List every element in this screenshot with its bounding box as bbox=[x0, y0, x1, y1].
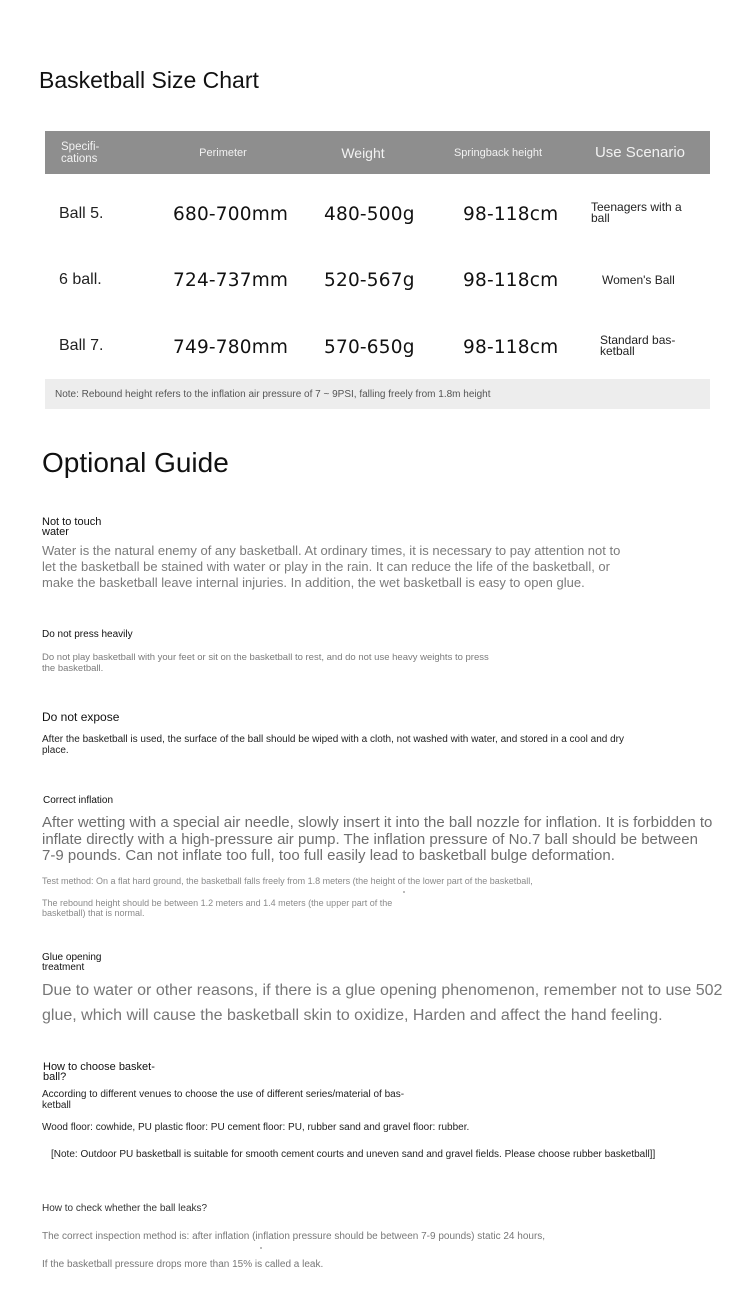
choose-heading: How to choose basket- ball? bbox=[43, 1061, 155, 1083]
expose-text: After the basketball is used, the surface of the ball should be wiped with a cloth, not washed with water, and stored in a cool and dry place. bbox=[42, 734, 625, 756]
water-text: Water is the natural enemy of any basketball. At ordinary times, it is necessary to pay attention not to let the basketball be stained with water or play in the rain. It can reduce the life of the basketball, or make the basketball leave internal injuries. In addition, the wet basketball is easy to open glue. bbox=[42, 543, 621, 590]
leak-heading: How to check whether the ball leaks? bbox=[42, 1203, 208, 1214]
inflation-text: After wetting with a special air needle, slowly insert it into the ball nozzle for inflation. It is forbidden to inflate directly with a high-pressure air pump. The inflation pressure of No.7 ball should be between 7-9 pounds. Can not inflate too full, too full easily lead to basketball bulge deformation. bbox=[42, 814, 713, 864]
row-perimeter-ball-5: 680-700mm bbox=[173, 203, 289, 225]
row-springback-ball-5: 98-118cm bbox=[463, 203, 559, 225]
row-name-ball-7: Ball 7. bbox=[59, 337, 104, 354]
row-weight-ball-6: 520-567g bbox=[324, 269, 415, 291]
size-chart-title: Basketball Size Chart bbox=[39, 67, 259, 93]
inflation-heading: Correct inflation bbox=[43, 795, 114, 806]
row-springback-ball-6: 98-118cm bbox=[463, 269, 559, 291]
header-perimeter: Perimeter bbox=[199, 146, 247, 159]
glue-text: Due to water or other reasons, if there is a glue opening phenomenon, remember not to use 502 glue, which will cause the basketball skin to oxidize, Harden and affect the hand feeling. bbox=[42, 982, 723, 1024]
rebound-note: Note: Rebound height refers to the inflation air pressure of 7 ~ 9PSI, falling freely from 1.8m height bbox=[45, 379, 710, 409]
row-weight-ball-5: 480-500g bbox=[324, 203, 415, 225]
expose-heading: Do not expose bbox=[42, 710, 120, 724]
header-use-scenario: Use Scenario bbox=[594, 144, 686, 161]
row-name-ball-5: Ball 5. bbox=[59, 205, 104, 222]
row-scenario-ball-7: Standard bas- ketball bbox=[600, 333, 676, 358]
choose-floors-text: Wood floor: cowhide, PU plastic floor: PU cement floor: PU, rubber sand and gravel floor: rubber. bbox=[42, 1122, 470, 1133]
row-perimeter-ball-6: 724-737mm bbox=[173, 269, 289, 291]
size-table-header bbox=[45, 131, 710, 174]
inflation-rebound-text: The rebound height should be between 1.2 meters and 1.4 meters (the upper part of the basketball) that is normal. bbox=[42, 898, 393, 918]
header-springback: Springback height bbox=[453, 146, 543, 159]
leak-text-2: If the basketball pressure drops more than 15% is called a leak. bbox=[42, 1259, 324, 1270]
row-name-ball-6: 6 ball. bbox=[59, 271, 102, 288]
water-heading: Not to touch water bbox=[42, 516, 102, 538]
row-perimeter-ball-7: 749-780mm bbox=[173, 336, 289, 358]
glue-heading: Glue opening treatment bbox=[42, 952, 102, 973]
row-scenario-ball-5: Teenagers with a ball bbox=[591, 200, 682, 225]
separator-dot bbox=[260, 1247, 262, 1249]
press-text: Do not play basketball with your feet or sit on the basketball to rest, and do not use heavy weights to press the basketball. bbox=[42, 652, 489, 674]
press-heading: Do not press heavily bbox=[42, 629, 133, 640]
header-weight: Weight bbox=[341, 144, 385, 161]
separator-dot bbox=[403, 891, 405, 893]
header-specifications: Specifi- cations bbox=[61, 140, 100, 165]
row-springback-ball-7: 98-118cm bbox=[463, 336, 559, 358]
inflation-test-method: Test method: On a flat hard ground, the basketball falls freely from 1.8 meters (the height of the lower part of the basketball, bbox=[42, 876, 533, 886]
guide-title: Optional Guide bbox=[42, 447, 229, 478]
row-weight-ball-7: 570-650g bbox=[324, 336, 415, 358]
choose-note: [Note: Outdoor PU basketball is suitable for smooth cement courts and uneven sand and gravel fields. Please choose rubber basketball]] bbox=[51, 1149, 656, 1160]
row-scenario-ball-6: Women's Ball bbox=[602, 272, 675, 287]
leak-text: The correct inspection method is: after inflation (inflation pressure should be between 7-9 pounds) static 24 hours, bbox=[42, 1231, 546, 1242]
choose-text: According to different venues to choose the use of different series/material of bas- ketball bbox=[42, 1089, 405, 1111]
